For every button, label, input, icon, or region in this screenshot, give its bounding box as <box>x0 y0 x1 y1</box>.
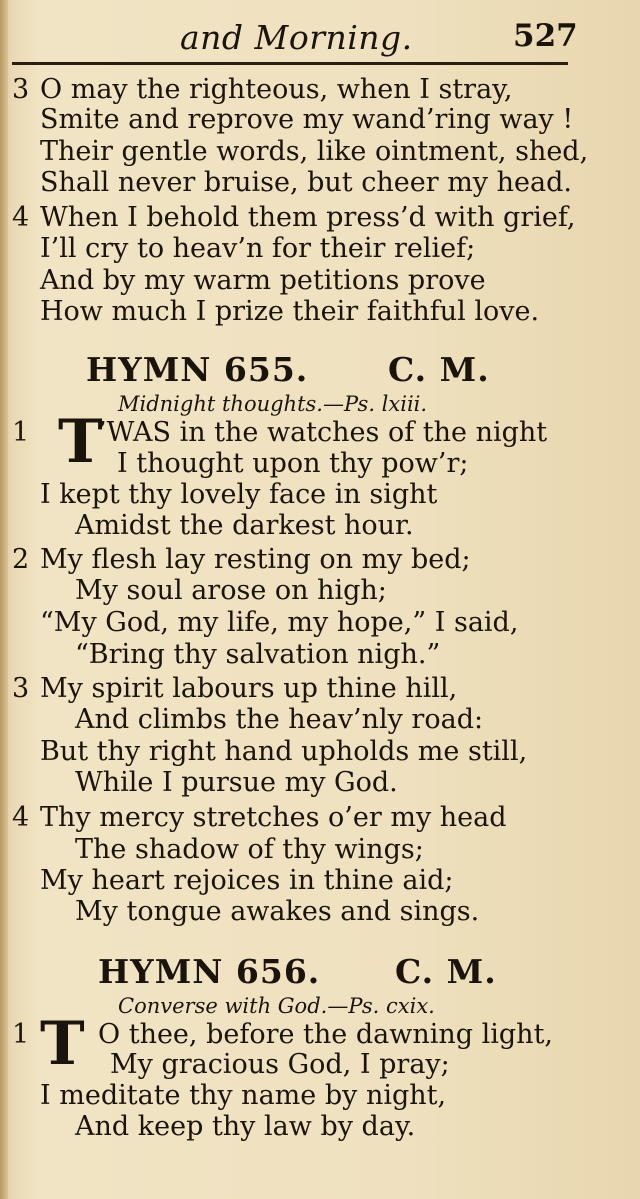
stanza-number: 1 <box>12 1019 30 1050</box>
line-text: My spirit labours up thine hill, <box>40 673 458 704</box>
hymn-meter: C. M. <box>395 952 497 991</box>
line-text: My flesh lay resting on my bed; <box>40 544 471 575</box>
line-text: Smite and reprove my wand’ring way ! <box>40 104 574 135</box>
line-text: And climbs the heav’nly road: <box>75 704 484 735</box>
line-text: Shall never bruise, but cheer my head. <box>40 167 572 198</box>
line-text: My soul arose on high; <box>75 575 387 606</box>
running-head: and Morning. <box>180 18 413 57</box>
subtitle-text: Converse with God.—Ps. cxix. <box>118 994 435 1018</box>
line-text: While I pursue my God. <box>75 767 398 798</box>
line-text: I meditate thy name by night, <box>40 1080 447 1111</box>
line-text: Their gentle words, like ointment, shed, <box>40 136 589 167</box>
line-text: And keep thy law by day. <box>75 1111 416 1142</box>
line-text: I’ll cry to heav’n for their relief; <box>40 233 476 264</box>
line-text: My gracious God, I pray; <box>110 1049 450 1080</box>
stanza-number: 2 <box>12 544 30 575</box>
line-text: “Bring thy salvation nigh.” <box>75 639 441 670</box>
line-text: I kept thy lovely face in sight <box>40 479 438 510</box>
hymn-meter: C. M. <box>388 350 490 389</box>
page-gutter <box>0 0 8 1199</box>
line-text: How much I prize their faithful love. <box>40 296 540 327</box>
line-text: When I behold them press’d with grief, <box>40 202 576 233</box>
drop-cap: T <box>40 1009 85 1079</box>
line-text: But thy right hand upholds me still, <box>40 736 528 767</box>
stanza-number: 4 <box>12 802 30 833</box>
line-text: “My God, my life, my hope,” I said, <box>40 607 519 638</box>
line-text: Thy mercy stretches o’er my head <box>40 802 507 833</box>
line-text: And by my warm petitions prove <box>40 265 486 296</box>
drop-cap: T <box>58 407 103 477</box>
hymn-title: HYMN 655. <box>86 350 309 389</box>
line-text: My heart rejoices in thine aid; <box>40 865 454 896</box>
page-header <box>0 14 640 58</box>
line-text: I thought upon thy pow’r; <box>117 448 469 479</box>
line-text: O thee, before the dawning light, <box>98 1019 554 1050</box>
header-rule <box>12 62 568 65</box>
line-text: The shadow of thy wings; <box>75 834 424 865</box>
line-text: My tongue awakes and sings. <box>75 896 480 927</box>
subtitle-text: Midnight thoughts.—Ps. lxiii. <box>118 392 428 416</box>
stanza-number: 3 <box>12 673 30 704</box>
line-text: ’WAS in the watches of the night <box>98 417 548 448</box>
hymn-title: HYMN 656. <box>98 952 321 991</box>
stanza-number: 3 <box>12 74 30 105</box>
page-number: 527 <box>513 18 578 54</box>
line-text: Amidst the darkest hour. <box>75 510 414 541</box>
line-text: O may the righteous, when I stray, <box>40 74 513 105</box>
stanza-number: 1 <box>12 417 30 448</box>
stanza-number: 4 <box>12 202 30 233</box>
